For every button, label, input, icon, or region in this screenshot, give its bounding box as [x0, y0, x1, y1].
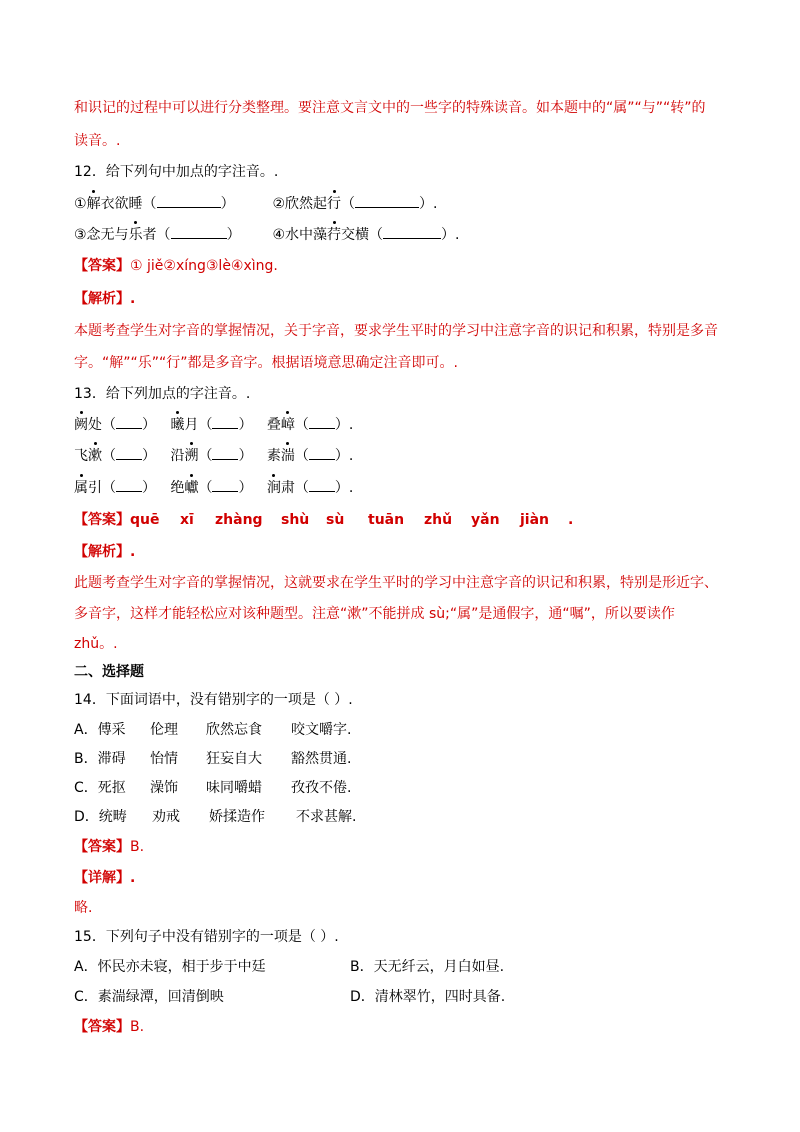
q14-option-b: B．滞碍 怡情 狂妄自大 豁然贯通. [74, 751, 352, 767]
q12-item-1: ①解衣欲睡（ ） [74, 196, 235, 212]
q13-item: 叠嶂（ ）. [266, 417, 354, 433]
answer-blank[interactable] [355, 195, 419, 208]
pinyin-2: xī [180, 512, 194, 528]
pinyin-7: zhǔ [424, 512, 453, 528]
q14-answer [74, 837, 144, 857]
pinyin-6: tuān [368, 512, 405, 528]
section-heading: 二、选择题 [74, 664, 144, 680]
q12-item-2: ②欣然起行（ ）. [272, 196, 438, 212]
dotted-char: 解 [86, 196, 101, 212]
dotted-char: 行 [327, 196, 342, 212]
answer-blank[interactable] [116, 416, 142, 429]
intro-line-1: 和识记的过程中可以进行分类整理。要注意文言文中的一些字的特殊读音。如本题中的“属”“与”“转”的 [74, 100, 706, 116]
q13-analysis-label: 【解析】. [74, 544, 136, 560]
dotted-char: 阙 [74, 417, 88, 433]
q14-detail: 略. [74, 900, 93, 916]
answer-text: B. [130, 839, 145, 855]
q15-option-b: B．天无纤云，月白如昼. [350, 959, 505, 975]
answer-blank[interactable] [309, 479, 335, 492]
answer-label: 【答案】 [74, 839, 130, 855]
q13-row-2 [74, 446, 353, 466]
q13-item: 涧肃（ ）. [266, 480, 354, 496]
pinyin-3: zhàng [215, 512, 263, 528]
dotted-char: 乐 [128, 227, 143, 243]
q13-analysis-1: 此题考查学生对字音的掌握情况，这就要求在学生平时的学习中注意字音的识记和积累，特别是形近字、 [74, 575, 718, 591]
q13-item: 属引（ ） [74, 480, 156, 496]
pinyin-9: jiàn [520, 512, 550, 528]
answer-blank[interactable] [116, 479, 142, 492]
q15-option-c: C．素湍绿潭，回清倒映 [74, 989, 224, 1005]
dotted-char: 漱 [88, 448, 102, 464]
q13-row-1 [74, 415, 353, 435]
answer-label: 【答案】 [74, 1019, 130, 1035]
answer-text: ① jiě②xíng③lè④xìng. [130, 258, 278, 274]
q15-row-2 [74, 987, 505, 1007]
q15-option-d: D．清林翠竹，四时具备. [350, 989, 506, 1005]
q13-item: 曦月（ ） [170, 417, 253, 433]
q13-item: 飞漱（ ） [74, 448, 156, 464]
q12-title: 12．给下列句中加点的字注音。. [74, 164, 279, 180]
q13-row-3 [74, 478, 353, 498]
q13-analysis-2: 多音字，这样才能轻松应对该种题型。注意“漱”不能拼成 sù;“属”是通假字，通“嘱”，所以要读作 [74, 606, 675, 622]
q13-item: 素湍（ ）. [266, 448, 354, 464]
q15-option-a: A．怀民亦未寝，相于步于中廷 [74, 959, 266, 975]
q12-row-2 [74, 225, 459, 245]
dotted-char: 属 [74, 480, 88, 496]
q13-title: 13．给下列加点的字注音。. [74, 386, 251, 402]
q13-item: 阙处（ ） [74, 417, 156, 433]
answer-blank[interactable] [212, 479, 238, 492]
q13-item: 绝巘（ ） [170, 480, 253, 496]
q14-option-a: A．傅采 伦理 欣然忘食 咬文嚼字. [74, 722, 352, 738]
q14-option-d: D．统畴 劝戒 娇揉造作 不求甚解. [74, 809, 357, 825]
q12-item-3: ③念无与乐者（ ） [74, 227, 241, 243]
q12-analysis-label: 【解析】. [74, 291, 136, 307]
answer-blank[interactable] [309, 416, 335, 429]
q15-title: 15．下列句子中没有错别字的一项是（ ）. [74, 929, 339, 945]
q13-analysis-3: zhǔ。. [74, 636, 118, 652]
dotted-char: 曦 [170, 417, 185, 433]
answer-blank[interactable] [309, 447, 335, 460]
dotted-char: 湍 [280, 448, 295, 464]
intro-line-2: 读音。. [74, 133, 121, 149]
pinyin-end: . [568, 512, 574, 528]
q12-answer [74, 256, 278, 276]
q14-option-c: C．死抠 澡饰 味同嚼蜡 孜孜不倦. [74, 780, 352, 796]
pinyin-1: quē [130, 512, 160, 528]
answer-blank[interactable] [171, 226, 227, 239]
answer-blank[interactable] [157, 195, 221, 208]
dotted-char: 嶂 [280, 417, 295, 433]
q12-analysis-2: 字。“解”“乐”“行”都是多音字。根据语境意思确定注音即可。. [74, 355, 458, 371]
q15-answer [74, 1017, 144, 1037]
answer-label: 【答案】 [74, 258, 130, 274]
q12-row-1 [74, 194, 437, 214]
dotted-char: 溯 [184, 448, 199, 464]
q14-detail-label: 【详解】. [74, 870, 136, 886]
q14-title: 14．下面词语中，没有错别字的一项是（ ）. [74, 692, 353, 708]
q13-item: 沿溯（ ） [170, 448, 253, 464]
answer-blank[interactable] [212, 447, 238, 460]
answer-blank[interactable] [383, 226, 441, 239]
q12-item-4: ④水中藻荇交横（ ）. [272, 227, 460, 243]
dotted-char: 涧 [266, 480, 281, 496]
pinyin-4: shù [281, 512, 310, 528]
answer-blank[interactable] [212, 416, 238, 429]
pinyin-5: sù [326, 512, 345, 528]
q13-answer [74, 510, 574, 530]
dotted-char: 荇 [327, 227, 342, 243]
dotted-char: 巘 [184, 480, 199, 496]
answer-blank[interactable] [116, 447, 142, 460]
q12-analysis-1: 本题考查学生对字音的掌握情况，关于字音，要求学生平时的学习中注意字音的识记和积累，特别是多音 [74, 323, 718, 339]
q15-row-1 [74, 957, 504, 977]
pinyin-8: yǎn [471, 512, 500, 528]
answer-text: B. [130, 1019, 145, 1035]
answer-label: 【答案】 [74, 512, 130, 528]
